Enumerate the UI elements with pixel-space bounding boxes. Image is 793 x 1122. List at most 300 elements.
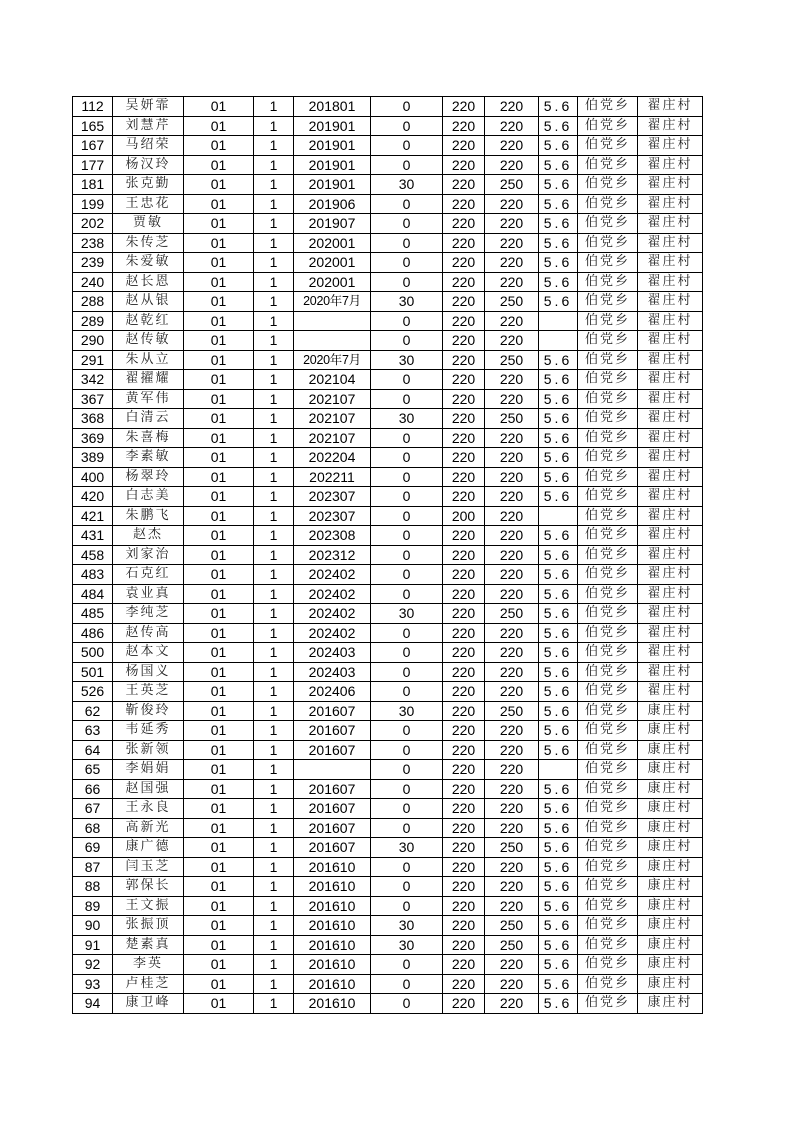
cell-count: 1 xyxy=(254,136,294,156)
table-row xyxy=(73,565,703,585)
table-row xyxy=(73,194,703,214)
cell-village: 翟庄村 xyxy=(638,448,703,468)
cell-rate: 5.6 xyxy=(539,292,578,312)
cell-name: 朱鹏飞 xyxy=(113,506,184,526)
cell-count: 1 xyxy=(254,662,294,682)
table-row xyxy=(73,214,703,234)
cell-name: 赵传敏 xyxy=(113,331,184,351)
table-body xyxy=(73,97,703,1014)
cell-village: 翟庄村 xyxy=(638,175,703,195)
cell-start: 202104 xyxy=(294,370,371,390)
cell-extra: 30 xyxy=(371,701,443,721)
cell-id: 165 xyxy=(73,116,113,136)
cell-extra: 0 xyxy=(371,994,443,1014)
cell-code: 01 xyxy=(184,136,254,156)
cell-code: 01 xyxy=(184,448,254,468)
cell-name: 李纯芝 xyxy=(113,604,184,624)
cell-village: 翟庄村 xyxy=(638,292,703,312)
cell-count: 1 xyxy=(254,506,294,526)
cell-code: 01 xyxy=(184,370,254,390)
cell-township: 伯党乡 xyxy=(578,916,638,936)
cell-start: 201607 xyxy=(294,818,371,838)
cell-township: 伯党乡 xyxy=(578,760,638,780)
cell-start: 202211 xyxy=(294,467,371,487)
cell-base: 220 xyxy=(443,604,485,624)
cell-rate: 5.6 xyxy=(539,974,578,994)
cell-total: 220 xyxy=(485,799,539,819)
cell-rate: 5.6 xyxy=(539,175,578,195)
cell-name: 楚素真 xyxy=(113,935,184,955)
cell-total: 220 xyxy=(485,526,539,546)
cell-start: 202402 xyxy=(294,604,371,624)
cell-base: 220 xyxy=(443,779,485,799)
cell-id: 199 xyxy=(73,194,113,214)
cell-start: 201610 xyxy=(294,994,371,1014)
cell-total: 220 xyxy=(485,467,539,487)
cell-extra: 0 xyxy=(371,565,443,585)
cell-code: 01 xyxy=(184,818,254,838)
cell-start: 201901 xyxy=(294,175,371,195)
cell-township: 伯党乡 xyxy=(578,155,638,175)
cell-code: 01 xyxy=(184,740,254,760)
table-row xyxy=(73,701,703,721)
cell-base: 220 xyxy=(443,857,485,877)
cell-village: 康庄村 xyxy=(638,974,703,994)
cell-base: 220 xyxy=(443,292,485,312)
cell-total: 250 xyxy=(485,604,539,624)
cell-count: 1 xyxy=(254,721,294,741)
table-row xyxy=(73,877,703,897)
cell-count: 1 xyxy=(254,409,294,429)
cell-rate: 5.6 xyxy=(539,740,578,760)
table-row xyxy=(73,370,703,390)
cell-count: 1 xyxy=(254,682,294,702)
cell-township: 伯党乡 xyxy=(578,331,638,351)
cell-rate: 5.6 xyxy=(539,935,578,955)
cell-code: 01 xyxy=(184,994,254,1014)
table-row xyxy=(73,467,703,487)
cell-count: 1 xyxy=(254,350,294,370)
cell-total: 250 xyxy=(485,935,539,955)
cell-extra: 0 xyxy=(371,760,443,780)
cell-base: 220 xyxy=(443,116,485,136)
cell-start: 202307 xyxy=(294,506,371,526)
cell-id: 526 xyxy=(73,682,113,702)
cell-village: 翟庄村 xyxy=(638,428,703,448)
table-row xyxy=(73,974,703,994)
cell-base: 220 xyxy=(443,760,485,780)
table-row xyxy=(73,487,703,507)
cell-name: 白志美 xyxy=(113,487,184,507)
cell-total: 220 xyxy=(485,116,539,136)
cell-count: 1 xyxy=(254,857,294,877)
cell-name: 张新领 xyxy=(113,740,184,760)
cell-township: 伯党乡 xyxy=(578,857,638,877)
cell-name: 朱爱敏 xyxy=(113,253,184,273)
cell-count: 1 xyxy=(254,428,294,448)
cell-start: 201610 xyxy=(294,896,371,916)
cell-rate: 5.6 xyxy=(539,955,578,975)
cell-count: 1 xyxy=(254,955,294,975)
cell-code: 01 xyxy=(184,331,254,351)
cell-total: 220 xyxy=(485,136,539,156)
cell-count: 1 xyxy=(254,272,294,292)
cell-extra: 0 xyxy=(371,448,443,468)
cell-total: 220 xyxy=(485,194,539,214)
cell-id: 62 xyxy=(73,701,113,721)
cell-start: 202308 xyxy=(294,526,371,546)
cell-name: 刘慧芹 xyxy=(113,116,184,136)
cell-total: 220 xyxy=(485,545,539,565)
cell-total: 220 xyxy=(485,272,539,292)
cell-id: 367 xyxy=(73,389,113,409)
table-row xyxy=(73,428,703,448)
cell-code: 01 xyxy=(184,662,254,682)
cell-base: 220 xyxy=(443,623,485,643)
cell-extra: 0 xyxy=(371,643,443,663)
table-row xyxy=(73,799,703,819)
cell-rate: 5.6 xyxy=(539,916,578,936)
cell-extra: 30 xyxy=(371,916,443,936)
cell-extra: 0 xyxy=(371,818,443,838)
cell-extra: 0 xyxy=(371,467,443,487)
cell-base: 220 xyxy=(443,428,485,448)
cell-base: 220 xyxy=(443,233,485,253)
cell-village: 康庄村 xyxy=(638,818,703,838)
cell-village: 翟庄村 xyxy=(638,623,703,643)
cell-base: 220 xyxy=(443,994,485,1014)
cell-extra: 0 xyxy=(371,955,443,975)
cell-total: 220 xyxy=(485,623,539,643)
cell-extra: 30 xyxy=(371,350,443,370)
cell-count: 1 xyxy=(254,974,294,994)
cell-township: 伯党乡 xyxy=(578,350,638,370)
cell-id: 69 xyxy=(73,838,113,858)
cell-count: 1 xyxy=(254,233,294,253)
table-row xyxy=(73,662,703,682)
cell-rate: 5.6 xyxy=(539,350,578,370)
cell-id: 94 xyxy=(73,994,113,1014)
cell-village: 翟庄村 xyxy=(638,506,703,526)
cell-township: 伯党乡 xyxy=(578,526,638,546)
cell-total: 220 xyxy=(485,643,539,663)
cell-extra: 0 xyxy=(371,311,443,331)
cell-township: 伯党乡 xyxy=(578,545,638,565)
table-row xyxy=(73,896,703,916)
cell-total: 220 xyxy=(485,877,539,897)
cell-base: 220 xyxy=(443,799,485,819)
cell-rate xyxy=(539,506,578,526)
cell-start: 2020年7月 xyxy=(294,292,371,312)
cell-code: 01 xyxy=(184,701,254,721)
cell-count: 1 xyxy=(254,545,294,565)
cell-start: 201607 xyxy=(294,838,371,858)
cell-count: 1 xyxy=(254,838,294,858)
cell-start: 202001 xyxy=(294,253,371,273)
cell-total: 220 xyxy=(485,955,539,975)
cell-extra: 0 xyxy=(371,526,443,546)
cell-name: 张振顶 xyxy=(113,916,184,936)
cell-township: 伯党乡 xyxy=(578,194,638,214)
cell-name: 朱传芝 xyxy=(113,233,184,253)
cell-start: 202312 xyxy=(294,545,371,565)
cell-rate: 5.6 xyxy=(539,97,578,117)
cell-base: 220 xyxy=(443,448,485,468)
cell-code: 01 xyxy=(184,292,254,312)
cell-village: 康庄村 xyxy=(638,994,703,1014)
cell-rate: 5.6 xyxy=(539,799,578,819)
cell-township: 伯党乡 xyxy=(578,448,638,468)
cell-rate: 5.6 xyxy=(539,565,578,585)
table-row xyxy=(73,838,703,858)
cell-rate: 5.6 xyxy=(539,838,578,858)
cell-total: 250 xyxy=(485,175,539,195)
cell-township: 伯党乡 xyxy=(578,974,638,994)
table-row xyxy=(73,389,703,409)
cell-base: 220 xyxy=(443,487,485,507)
cell-count: 1 xyxy=(254,760,294,780)
cell-start: 202307 xyxy=(294,487,371,507)
cell-count: 1 xyxy=(254,467,294,487)
cell-code: 01 xyxy=(184,935,254,955)
cell-base: 220 xyxy=(443,682,485,702)
table-row xyxy=(73,935,703,955)
cell-code: 01 xyxy=(184,682,254,702)
cell-base: 220 xyxy=(443,194,485,214)
cell-start: 201610 xyxy=(294,877,371,897)
cell-township: 伯党乡 xyxy=(578,467,638,487)
cell-code: 01 xyxy=(184,116,254,136)
cell-start xyxy=(294,331,371,351)
cell-name: 石克红 xyxy=(113,565,184,585)
cell-village: 翟庄村 xyxy=(638,116,703,136)
cell-count: 1 xyxy=(254,194,294,214)
cell-township: 伯党乡 xyxy=(578,643,638,663)
cell-extra: 0 xyxy=(371,623,443,643)
cell-start: 201901 xyxy=(294,155,371,175)
cell-base: 220 xyxy=(443,974,485,994)
cell-total: 220 xyxy=(485,760,539,780)
cell-rate: 5.6 xyxy=(539,389,578,409)
cell-id: 288 xyxy=(73,292,113,312)
cell-rate: 5.6 xyxy=(539,604,578,624)
cell-extra: 0 xyxy=(371,97,443,117)
cell-name: 王永良 xyxy=(113,799,184,819)
cell-id: 368 xyxy=(73,409,113,429)
table-row xyxy=(73,311,703,331)
cell-name: 李娟娟 xyxy=(113,760,184,780)
cell-count: 1 xyxy=(254,526,294,546)
cell-rate: 5.6 xyxy=(539,662,578,682)
cell-extra: 0 xyxy=(371,136,443,156)
cell-count: 1 xyxy=(254,935,294,955)
cell-id: 239 xyxy=(73,253,113,273)
cell-name: 卢桂芝 xyxy=(113,974,184,994)
cell-extra: 30 xyxy=(371,175,443,195)
cell-extra: 30 xyxy=(371,838,443,858)
cell-village: 翟庄村 xyxy=(638,545,703,565)
table-row xyxy=(73,760,703,780)
cell-name: 朱喜梅 xyxy=(113,428,184,448)
cell-start: 202402 xyxy=(294,565,371,585)
cell-count: 1 xyxy=(254,389,294,409)
cell-id: 93 xyxy=(73,974,113,994)
cell-count: 1 xyxy=(254,623,294,643)
cell-village: 翟庄村 xyxy=(638,565,703,585)
cell-id: 92 xyxy=(73,955,113,975)
cell-start: 201607 xyxy=(294,799,371,819)
cell-base: 220 xyxy=(443,136,485,156)
cell-rate: 5.6 xyxy=(539,233,578,253)
cell-code: 01 xyxy=(184,896,254,916)
cell-village: 翟庄村 xyxy=(638,370,703,390)
cell-base: 220 xyxy=(443,155,485,175)
cell-start: 201901 xyxy=(294,136,371,156)
cell-rate xyxy=(539,311,578,331)
cell-rate: 5.6 xyxy=(539,623,578,643)
cell-name: 刘家治 xyxy=(113,545,184,565)
cell-total: 220 xyxy=(485,682,539,702)
cell-code: 01 xyxy=(184,194,254,214)
cell-count: 1 xyxy=(254,604,294,624)
cell-start: 202406 xyxy=(294,682,371,702)
cell-start: 202403 xyxy=(294,662,371,682)
cell-rate: 5.6 xyxy=(539,545,578,565)
cell-village: 翟庄村 xyxy=(638,331,703,351)
cell-code: 01 xyxy=(184,760,254,780)
cell-extra: 0 xyxy=(371,487,443,507)
cell-extra: 0 xyxy=(371,116,443,136)
cell-name: 赵传高 xyxy=(113,623,184,643)
cell-village: 翟庄村 xyxy=(638,350,703,370)
table-row xyxy=(73,253,703,273)
cell-count: 1 xyxy=(254,916,294,936)
cell-village: 翟庄村 xyxy=(638,155,703,175)
cell-id: 458 xyxy=(73,545,113,565)
cell-total: 220 xyxy=(485,389,539,409)
cell-id: 64 xyxy=(73,740,113,760)
table-row xyxy=(73,740,703,760)
cell-name: 高新光 xyxy=(113,818,184,838)
cell-id: 67 xyxy=(73,799,113,819)
cell-code: 01 xyxy=(184,955,254,975)
cell-base: 220 xyxy=(443,311,485,331)
cell-id: 63 xyxy=(73,721,113,741)
cell-township: 伯党乡 xyxy=(578,701,638,721)
cell-township: 伯党乡 xyxy=(578,682,638,702)
cell-rate: 5.6 xyxy=(539,526,578,546)
cell-id: 342 xyxy=(73,370,113,390)
cell-code: 01 xyxy=(184,350,254,370)
cell-township: 伯党乡 xyxy=(578,896,638,916)
cell-extra: 0 xyxy=(371,779,443,799)
cell-name: 赵国强 xyxy=(113,779,184,799)
cell-rate: 5.6 xyxy=(539,643,578,663)
cell-village: 翟庄村 xyxy=(638,97,703,117)
cell-rate: 5.6 xyxy=(539,194,578,214)
cell-extra: 0 xyxy=(371,896,443,916)
cell-township: 伯党乡 xyxy=(578,97,638,117)
data-table xyxy=(72,96,703,1014)
cell-village: 翟庄村 xyxy=(638,194,703,214)
cell-township: 伯党乡 xyxy=(578,175,638,195)
table-row xyxy=(73,643,703,663)
cell-base: 220 xyxy=(443,916,485,936)
cell-total: 220 xyxy=(485,721,539,741)
cell-total: 250 xyxy=(485,350,539,370)
cell-village: 康庄村 xyxy=(638,935,703,955)
cell-village: 康庄村 xyxy=(638,896,703,916)
cell-code: 01 xyxy=(184,506,254,526)
cell-total: 220 xyxy=(485,662,539,682)
table-row xyxy=(73,526,703,546)
cell-name: 韦延秀 xyxy=(113,721,184,741)
cell-extra: 0 xyxy=(371,214,443,234)
cell-id: 87 xyxy=(73,857,113,877)
cell-count: 1 xyxy=(254,584,294,604)
cell-count: 1 xyxy=(254,155,294,175)
cell-village: 翟庄村 xyxy=(638,526,703,546)
cell-code: 01 xyxy=(184,584,254,604)
cell-village: 翟庄村 xyxy=(638,584,703,604)
cell-name: 杨国义 xyxy=(113,662,184,682)
cell-total: 220 xyxy=(485,253,539,273)
cell-village: 翟庄村 xyxy=(638,214,703,234)
cell-rate xyxy=(539,331,578,351)
cell-township: 伯党乡 xyxy=(578,233,638,253)
cell-base: 220 xyxy=(443,214,485,234)
cell-rate: 5.6 xyxy=(539,721,578,741)
cell-code: 01 xyxy=(184,272,254,292)
cell-start: 201906 xyxy=(294,194,371,214)
cell-total: 220 xyxy=(485,155,539,175)
cell-total: 220 xyxy=(485,428,539,448)
cell-township: 伯党乡 xyxy=(578,935,638,955)
cell-code: 01 xyxy=(184,467,254,487)
cell-start: 202001 xyxy=(294,233,371,253)
cell-id: 177 xyxy=(73,155,113,175)
cell-total: 220 xyxy=(485,779,539,799)
cell-township: 伯党乡 xyxy=(578,370,638,390)
table-row xyxy=(73,623,703,643)
cell-count: 1 xyxy=(254,994,294,1014)
cell-count: 1 xyxy=(254,175,294,195)
cell-total: 220 xyxy=(485,97,539,117)
cell-name: 张克勤 xyxy=(113,175,184,195)
cell-village: 康庄村 xyxy=(638,779,703,799)
table-row xyxy=(73,818,703,838)
cell-count: 1 xyxy=(254,565,294,585)
cell-township: 伯党乡 xyxy=(578,506,638,526)
cell-extra: 0 xyxy=(371,974,443,994)
cell-code: 01 xyxy=(184,214,254,234)
cell-total: 220 xyxy=(485,818,539,838)
cell-rate: 5.6 xyxy=(539,896,578,916)
cell-rate: 5.6 xyxy=(539,155,578,175)
cell-code: 01 xyxy=(184,487,254,507)
cell-village: 翟庄村 xyxy=(638,311,703,331)
cell-extra: 0 xyxy=(371,428,443,448)
table-row xyxy=(73,136,703,156)
cell-count: 1 xyxy=(254,487,294,507)
cell-township: 伯党乡 xyxy=(578,389,638,409)
cell-count: 1 xyxy=(254,877,294,897)
cell-rate: 5.6 xyxy=(539,779,578,799)
cell-code: 01 xyxy=(184,428,254,448)
cell-id: 483 xyxy=(73,565,113,585)
cell-id: 167 xyxy=(73,136,113,156)
cell-village: 翟庄村 xyxy=(638,487,703,507)
